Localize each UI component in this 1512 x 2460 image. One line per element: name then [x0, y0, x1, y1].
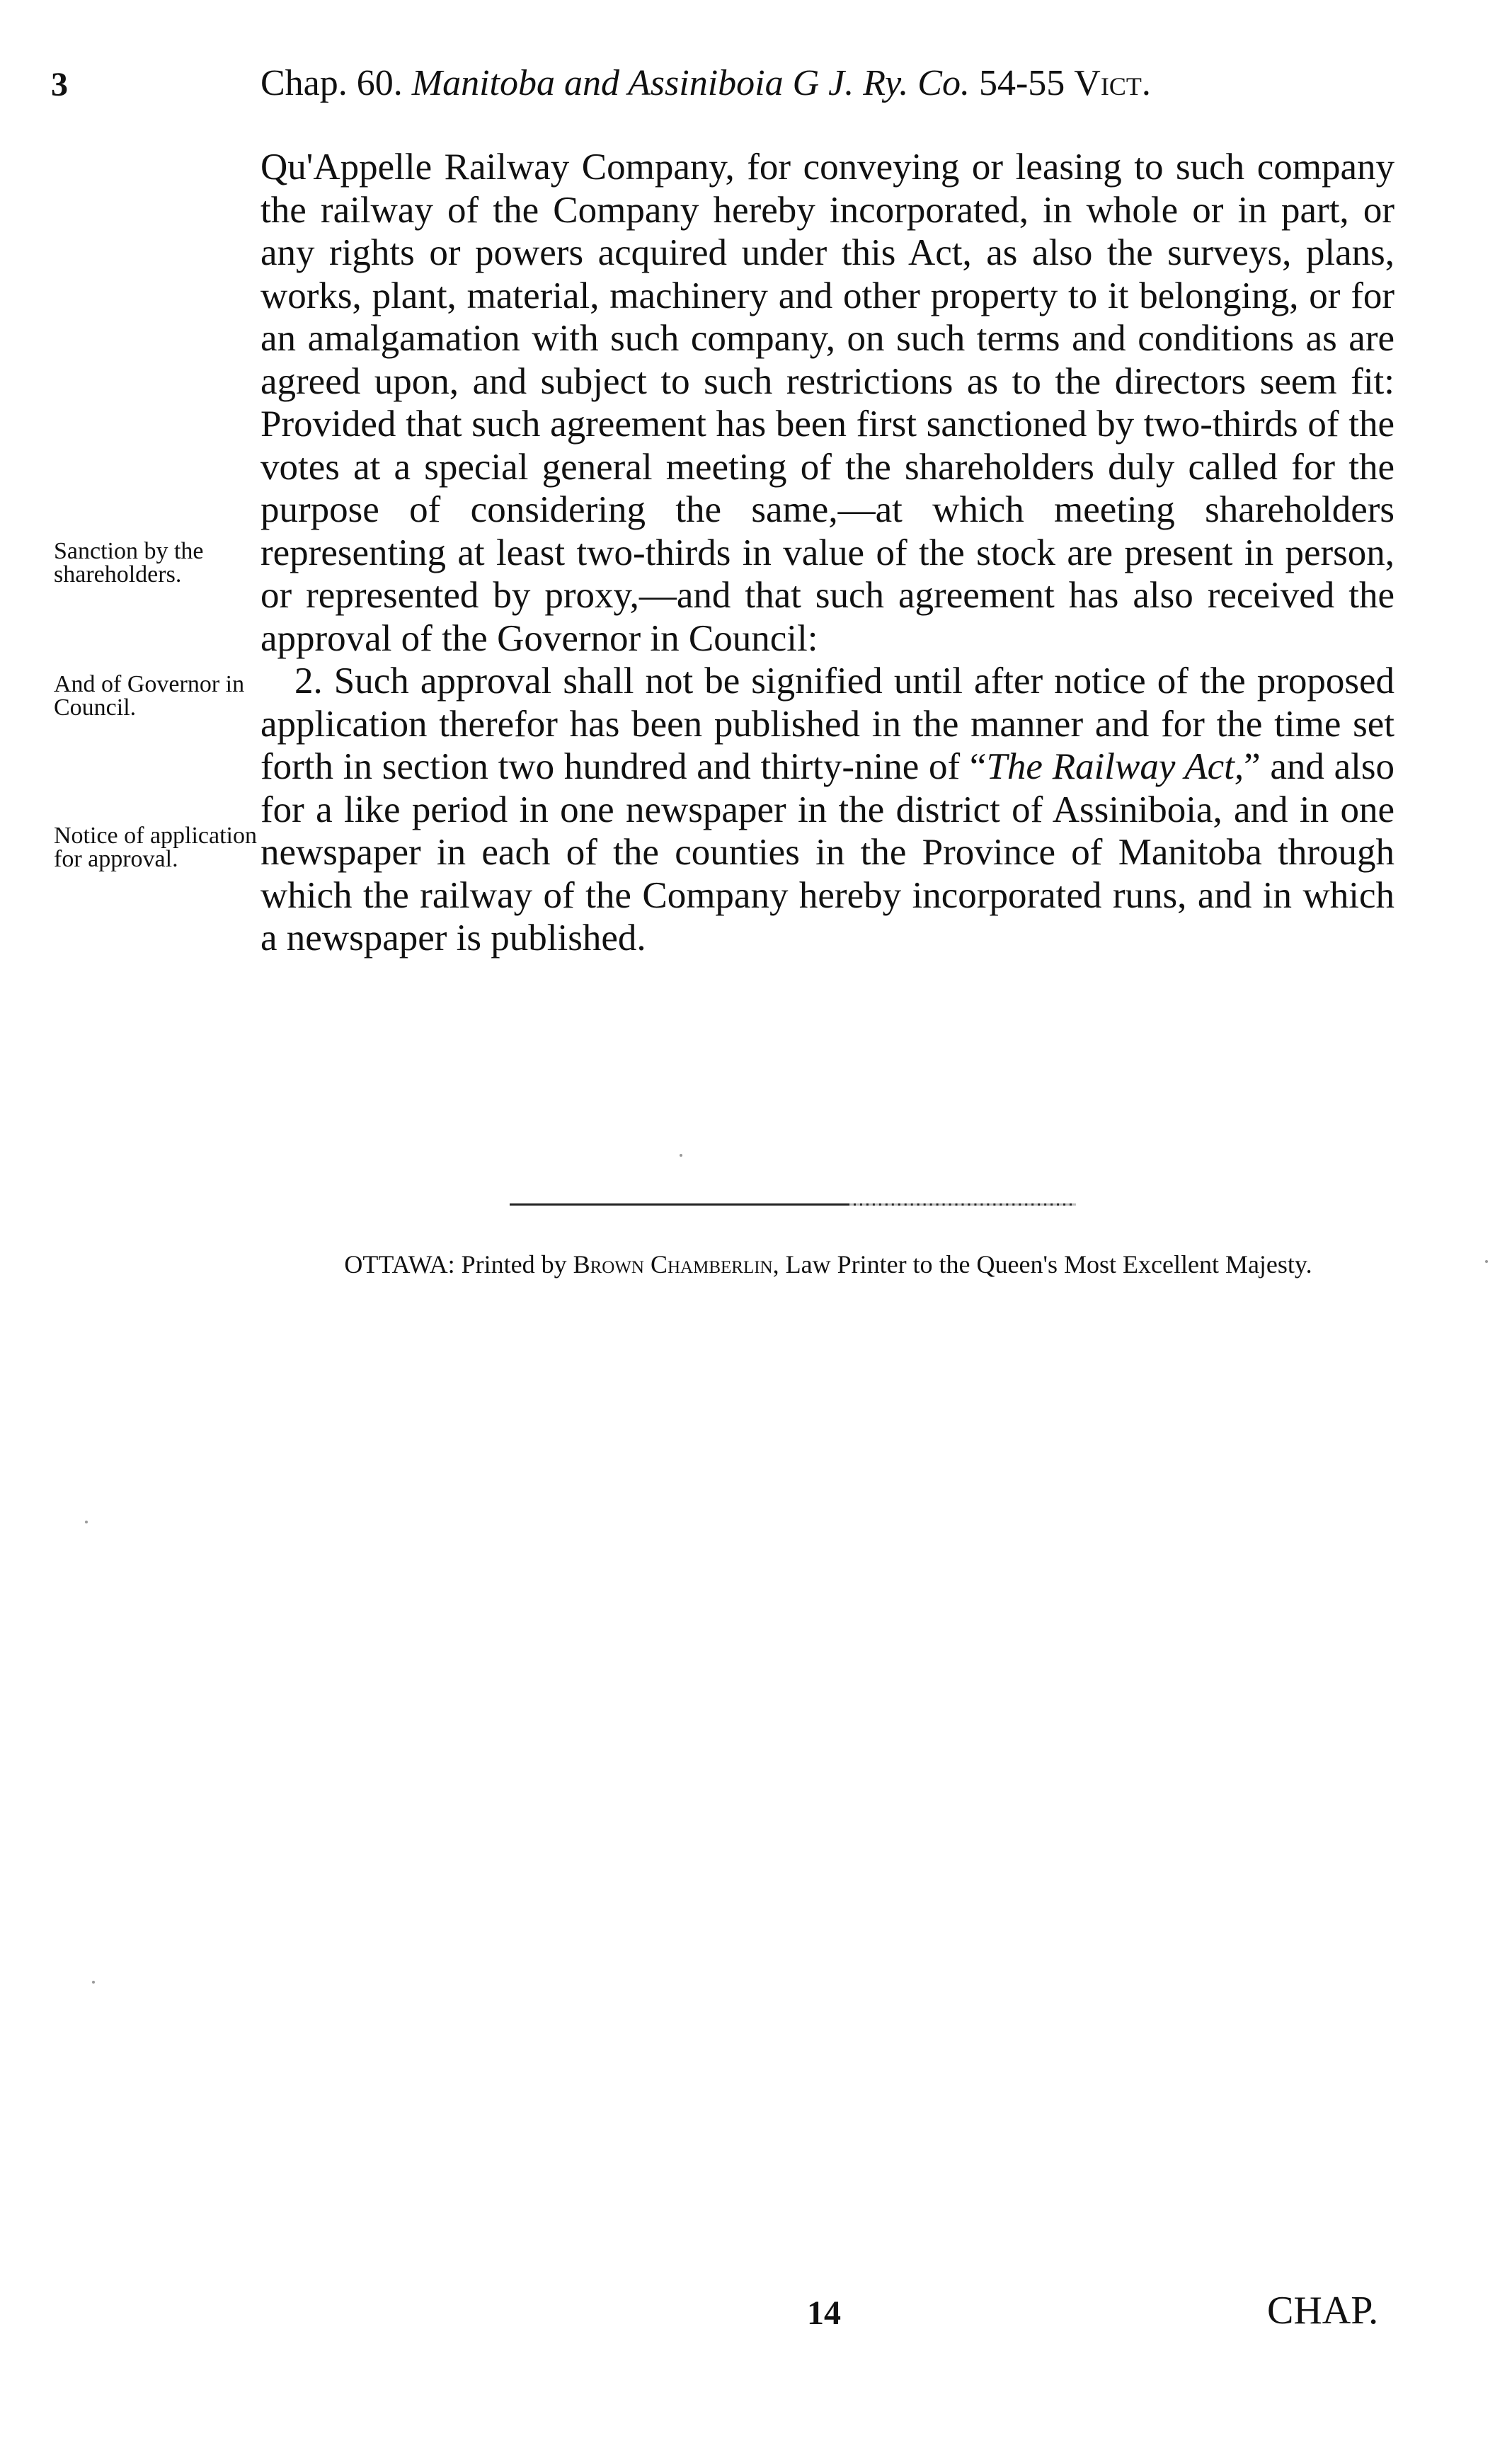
paragraph-2-start: 2. Such approval shall not be signified until after notice of the proposed application therefor has been published in the manner and for the time set forth in section two hundred and thirty-nine of “ — [260, 660, 1394, 787]
paper-speck — [680, 1154, 682, 1157]
session-years: 54-55 — [978, 63, 1065, 103]
paragraph-1: Qu'Appelle Railway Company, for conveying or leasing to such company the railway of the Company hereby incorporated, in whole or in part, or any rights or powers acquired under this Act, as also the surveys, plans, works, plant, material, machinery and other property to it belonging, or for an amalgamation with such company, on such terms and conditions as are agreed upon, and subject to such restrictions as to the directors seem fit: Provided that such agreement has been first sanctioned by two-thirds of the votes at a special general meeting of the shareholders duly called for the purpose of considering the same,—at which meeting shareholders representing at least two-thirds in value of the stock are present in person, or represented by proxy,—and that such agreement has also received the approval of the Governor in Council: — [260, 147, 1394, 659]
body-text — [260, 146, 1394, 960]
margin-note-sanction: Sanction by the shareholders. — [54, 538, 204, 588]
paragraph-2-end: ” and also for a like period in one newspaper in the district of Assiniboia, and in one newspaper in each of the counties in the Province of Manitoba through which the railway of the Company hereby incorporated runs, and in which a newspaper is published. — [260, 746, 1394, 959]
divider-rule-faint — [849, 1203, 1076, 1206]
paper-speck — [92, 1981, 95, 1984]
paragraph-2 — [260, 660, 1394, 960]
paper-speck — [1485, 1260, 1488, 1263]
reign: Vict. — [1074, 63, 1151, 103]
catchword: CHAP. — [1267, 2289, 1379, 2333]
paper-speck — [85, 1521, 88, 1523]
act-title: Manitoba and Assiniboia G J. Ry. Co. — [411, 63, 970, 103]
margin-note-notice: Notice of application for approval. — [54, 823, 258, 872]
railway-act-citation: The Railway Act, — [986, 746, 1244, 787]
printer-imprint — [283, 1249, 1373, 1279]
running-header — [260, 62, 1393, 104]
imprint-suffix: Law Printer to the Queen's Most Excellent Majesty. — [785, 1250, 1312, 1278]
imprint-prefix: OTTAWA: Printed by — [344, 1250, 567, 1278]
signature-number: 14 — [807, 2294, 841, 2332]
printer-name: Brown Chamberlin, — [573, 1250, 779, 1278]
page-number: 3 — [51, 66, 68, 103]
margin-note-governor: And of Governor in Council. — [54, 671, 245, 721]
chapter-number: Chap. 60. — [260, 63, 403, 103]
